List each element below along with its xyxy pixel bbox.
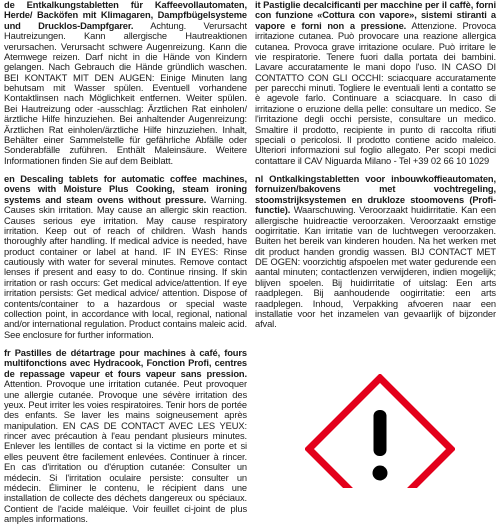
section-en (4, 174, 247, 340)
section-en-body: Warning. Causes skin irritation. May cause an allergic skin reaction. Causes serious eye irritation. May cause respiratory irritation. Keep out of reach of children. Wash hands thoroughly after handling. If medical advice is needed, have product container or label at hand. IF IN EYES: Rinse cautiously with water for several minutes. Remove contact lenses if present and easy to do. Continue rinsing. If skin irritation or rash occurs: Get medical advice/attention. If eye irritation persists: Get medical advice/ attention. Dispose of contents/container to a hazardous or special waste collection point, in accordance with local, regional, national and/or international regulation. Product contains maleic acid. See enclosure for further information. (4, 194, 247, 340)
section-de-body: Achtung. Verursacht Hautreizungen. Kann allergische Hautreaktionen verursachen. Verursacht schwere Augenreizung. Kann die Atemwege reizen. Darf nicht in die Hände von Kindern gelangen. Nach Gebrauch die Hände gründlich waschen. BEI KONTAKT MIT DEN AUGEN: Einige Minuten lang behutsam mit Wasser spülen. Eventuell vorhandene Kontaktlinsen nach Möglichkeit entfernen. Weiter spülen. Bei Hautreizung oder -ausschlag: Ärztlichen Rat einholen/ärztliche Hilfe hinzuziehen. Bei anhaltender Augenreizung: Ärztlichen Rat einholen/ärztliche Hilfe hinzuziehen. Inhalt, Behälter einer Sammelstelle für gefährliche Abfälle oder Sonderabfälle zuführen. Enthält Maleinsäure. Weitere Informationen finden Sie auf dem Beiblatt. (4, 20, 247, 166)
section-it-body: Attenzione. Provoca irritazione cutanea. Può provocare una reazione allergica cutanea. Provoca grave irritazione oculare. Può irritare le vie respiratorie. Tenere fuori dalla portata dei bambini. Lavare accuratamente le mani dopo l'uso. IN CASO DI CONTATTO CON GLI OCCHI: sciacquare accuratamente per parecchi minuti. Togliere le eventuali lenti a contatto se è agevole farlo. Continuare a sciacquare. In caso di irritazione o eruzione della pelle: consultare un medico. Se l'irritazione degli occhi persiste, consultare un medico. Smaltire il prodotto, recipiente in punto di raccolta rifiuti speciali o pericolosi. Il prodotto contiene acido maleico. Ulteriori informazioni sul foglio allegato. Per scopi medici contattare il CAV Niguarda Milano - Tel +39 02 66 10 1029 (255, 20, 496, 166)
section-de (4, 0, 247, 166)
section-nl (255, 174, 496, 330)
section-nl-body: Waarschuwing. Veroorzaakt huidirritatie. Kan een allergische huidreactie veroorzaken. Veroorzaakt ernstige oogirritatie. Kan irritatie van de luchtwegen veroorzaken. Buiten het bereik van kinderen houden. Na het werken met dit product handen grondig wassen. BIJ CONTACT MET DE OGEN: voorzichtig afspoelen met water gedurende een aantal minuten; contactlenzen verwijderen, indien mogelijk; blijven spoelen. Bij huidirritatie of uitslag: Een arts raadplegen. Bij aanhoudende oogirritatie: een arts raadplegen. Inhoud, Verpakking afvoeren naar een installatie voor het inzamelen van gevaarlijk of bijzonder afval. (255, 205, 496, 330)
section-nl-title: nl Ontkalkingstabletten voor inbouwkoffieautomaten, fornuizen/bakovens met vochtregeling, stoomstrijksystemen en drukloze stoomovens (Profi-functie). (255, 174, 496, 216)
section-it-title: it Pastiglie decalcificanti per macchine per il caffè, forni con funzione «Cottura con vapore», sistemi stiranti a vapore e forni non a pressione. (255, 0, 496, 31)
section-it (255, 0, 496, 166)
section-fr-body: Attention. Provoque une irritation cutanée. Peut provoquer une allergie cutanée. Provoque une sévère irritation des yeux. Peut irriter les voies respiratoires. Tenir hors de portée des enfants. Se laver les mains soigneusement après manipulation. EN CAS DE CONTACT AVEC LES YEUX: rincer avec précaution à l'eau pendant plusieurs minutes. Enlever les lentilles de contact si la victime en porte et si elles peuvent être facilement enlevées. Continuer à rincer. En cas d'irritation ou d'éruption cutanée: Consulter un médecin. Si l'irritation oculaire persiste: consulter un médecin. Éliminer le contenu, le récipient dans une installation de collecte des déchets dangereux ou spéciaux. Contient de l'acide maléique. Voir feuillet ci-joint de plus amples informations. (4, 379, 247, 524)
section-fr-title: fr Pastilles de détartrage pour machines à café, fours multifonctions avec Hydracook, Fonction Profi, centres de repassage vapeur et fours vapeur sans pression. (4, 348, 247, 379)
right-column (255, 0, 496, 338)
ghs07-exclamation-mark-icon (305, 374, 455, 488)
left-column (4, 0, 247, 532)
section-en-title: en Descaling tablets for automatic coffee machines, ovens with Moisture Plus Cooking, steam ironing systems and steam ovens without pressure. (4, 174, 247, 205)
section-de-title: de Entkalkungstabletten für Kaffeevollautomaten, Herde/ Backöfen mit Klimagaren, Dampfbügelsysteme und Drucklos-Dampfgarer. (4, 0, 247, 31)
section-fr (4, 348, 247, 524)
ghs07-pictogram (305, 374, 455, 488)
